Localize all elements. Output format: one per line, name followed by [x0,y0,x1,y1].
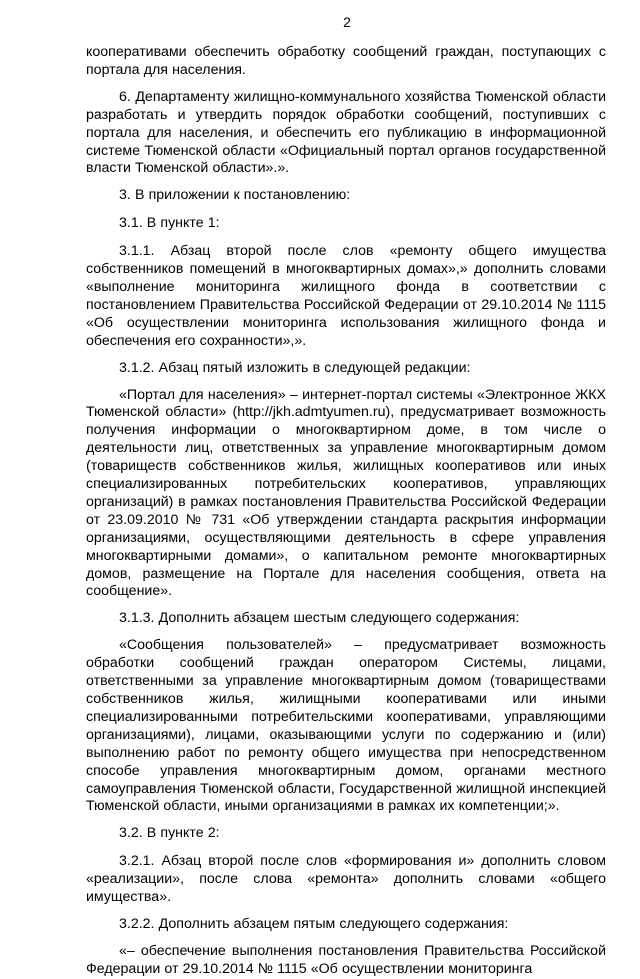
paragraph: кооперативами обеспечить обработку сообщений граждан, поступающих с портала для населения. [86,44,606,78]
paragraph: 3.1.3. Дополнить абзацем шестым следующего содержания: [119,610,520,627]
paragraph: «Портал для населения» – интернет-портал системы «Электронное ЖКХ Тюменской области» (http://jkh.admtyumen.ru), предусматривает возможность получения информации о многоквартирном доме, в том числе о деятельности лиц, ответственных за управление многоквартирным домом (товариществ собственников жилья, жилищных кооперативов или иных специализированных потребительских кооперативов, управляющих организаций) в рамках постановления Правительства Российской Федерации от 23.09.2010 № 731 «Об утверждении стандарта раскрытия информации организациями, осуществляющими деятельность в сфере управления многоквартирными домами», о капитальном ремонте многоквартирных домов, размещение на Портале для населения сообщения, ответа на сообщение». [86,386,606,600]
paragraph: 3.2.1. Абзац второй после слов «формирования и» дополнить словом «реализации», после слова «ремонта» дополнить словами «общего имущества». [86,853,606,906]
paragraph: 3. В приложении к постановлению: [119,187,351,204]
paragraph: 6. Департаменту жилищно-коммунального хозяйства Тюменской области разработать и утвердить порядок обработки сообщений, поступивших с портала для населения, и обеспечить его публикацию в информационной системе Тюменской области «Официальный портал органов государственной власти Тюменской области».». [86,88,606,177]
paragraph: «– обеспечение выполнения постановления Правительства Российской Федерации от 29.10.2014 № 1115 «Об осуществлении мониторинга [86,942,606,977]
paragraph: 3.1. В пункте 1: [119,215,220,232]
paragraph: 3.2. В пункте 2: [119,825,220,842]
page-number: 2 [343,14,351,30]
paragraph: 3.2.2. Дополнить абзацем пятым следующего содержания: [119,915,509,932]
paragraph: 3.1.2. Абзац пятый изложить в следующей редакции: [119,359,471,376]
paragraph: 3.1.1. Абзац второй после слов «ремонту общего имущества собственников помещений в многоквартирных домах»,» дополнить словами «выполнение мониторинга жилищного фонда в соответствии с постановлением Правительства Российской Федерации от 29.10.2014 № 1115 «Об осуществлении мониторинга использования жилищного фонда и обеспечения его сохранности»,». [86,243,606,349]
paragraph: «Сообщения пользователей» – предусматривает возможность обработки сообщений граждан оператором Системы, лицами, ответственными за управление многоквартирным домом (товариществами собственников жилья, жилищными кооперативами или иными специализированными потребительскими кооперативами, управляющими организациями), лицами, оказывающими услуги по содержанию и (или) выполнению работ по ремонту общего имущества при непосредственном способе управления многоквартирным домом, органами местного самоуправления Тюменской области, Государственной жилищной инспекцией Тюменской области, иными организациями в рамках их компетенции;». [86,637,606,815]
